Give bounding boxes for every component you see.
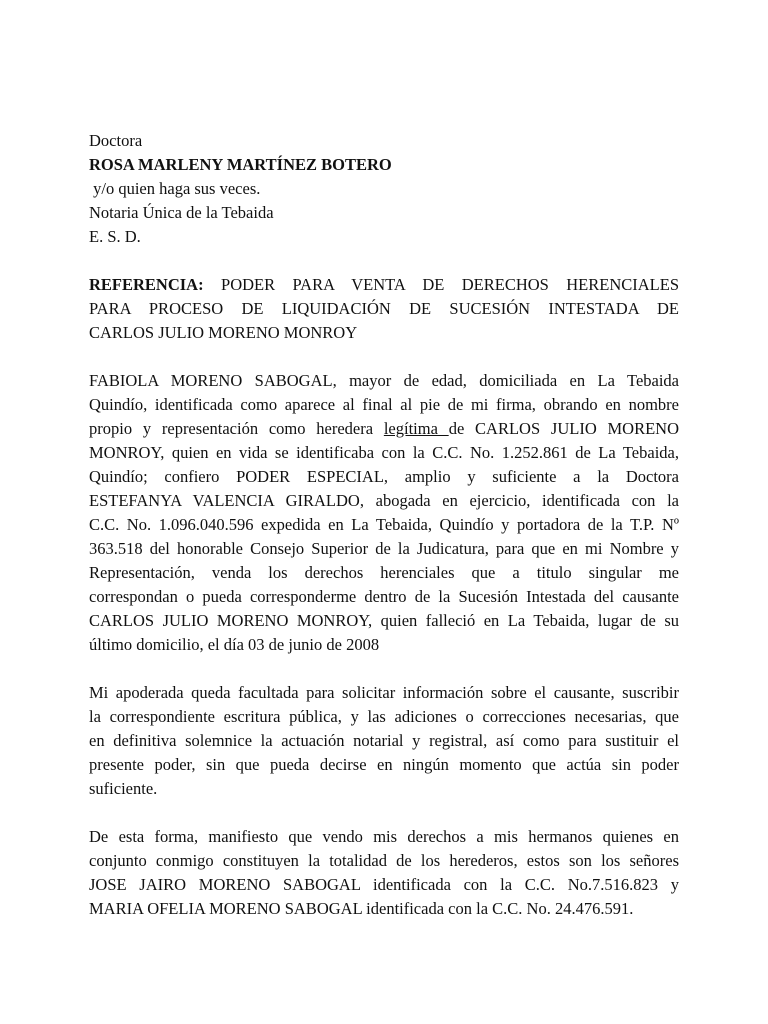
paragraph-1-line: FABIOLA MORENO SABOGAL, mayor de edad, domiciliada en La Tebaida [89, 371, 679, 390]
recipient-esd: E. S. D. [89, 227, 141, 246]
spacer [89, 345, 679, 369]
paragraph-2-line: la correspondiente escritura pública, y las adiciones o correcciones necesarias, que [89, 707, 679, 726]
spacer [89, 249, 679, 273]
paragraph-faculties [89, 681, 679, 801]
reference-line-1 [89, 273, 679, 297]
recipient-office: Notaria Única de la Tebaida [89, 203, 274, 222]
spacer [89, 801, 679, 825]
paragraph-3-line: De esta forma, manifiesto que vendo mis derechos a mis hermanos quienes en [89, 827, 679, 846]
recipient-block [89, 129, 679, 249]
paragraph-1-line-3-end: de CARLOS JULIO MORENO [448, 419, 680, 438]
paragraph-1-line: correspondan o pueda corresponderme dentro de la Sucesión Intestada del causante [89, 587, 679, 606]
recipient-name: ROSA MARLENY MARTÍNEZ BOTERO [89, 155, 392, 174]
paragraph-1-line [89, 417, 679, 441]
reference-line-2: PARA PROCESO DE LIQUIDACIÓN DE SUCESIÓN INTESTADA DE [89, 299, 679, 318]
paragraph-1-line: C.C. No. 1.096.040.596 expedida en La Tebaida, Quindío y portadora de la T.P. Nº [89, 515, 679, 534]
paragraph-1-line: Quindío; confiero PODER ESPECIAL, amplio y suficiente a la Doctora [89, 467, 679, 486]
reference-line-3: CARLOS JULIO MORENO MONROY [89, 323, 358, 342]
reference-block [89, 273, 679, 345]
paragraph-3-line: conjunto conmigo constituyen la totalidad de los herederos, estos son los señores [89, 851, 679, 870]
paragraph-2-line: presente poder, sin que pueda decirse en ningún momento que actúa sin poder [89, 755, 679, 774]
reference-label: REFERENCIA: [89, 275, 204, 294]
paragraph-2-line: Mi apoderada queda facultada para solicitar información sobre el causante, suscribir [89, 683, 679, 702]
paragraph-1-line: 363.518 del honorable Consejo Superior de la Judicatura, para que en mi Nombre y [89, 539, 679, 558]
paragraph-1-line: CARLOS JULIO MORENO MONROY, quien falleció en La Tebaida, lugar de su [89, 611, 679, 630]
paragraph-3-line: MARIA OFELIA MORENO SABOGAL identificada con la C.C. No. 24.476.591. [89, 899, 634, 918]
paragraph-1-line: ESTEFANYA VALENCIA GIRALDO, abogada en ejercicio, identificada con la [89, 491, 679, 510]
paragraph-1-line: MONROY, quien en vida se identificaba con la C.C. No. 1.252.861 de La Tebaida, [89, 443, 679, 462]
paragraph-1-line: Representación, venda los derechos herenciales que a titulo singular me [89, 563, 679, 582]
spacer [89, 657, 679, 681]
reference-text-1: PODER PARA VENTA DE DERECHOS HERENCIALES [203, 275, 679, 294]
salutation: Doctora [89, 131, 143, 150]
paragraph-1-line-3-start: propio y representación como heredera [89, 419, 384, 438]
recipient-substitute: y/o quien haga sus veces. [89, 179, 261, 198]
paragraph-1-line: Quindío, identificada como aparece al final al pie de mi firma, obrando en nombre [89, 395, 679, 414]
document-body [89, 129, 679, 921]
paragraph-1-line: último domicilio, el día 03 de junio de 2008 [89, 635, 380, 654]
underlined-word: legítima [383, 419, 449, 438]
paragraph-2-line: en definitiva solemnice la actuación notarial y registral, así como para sustituir el [89, 731, 679, 750]
paragraph-heirs [89, 825, 679, 921]
paragraph-2-line: suficiente. [89, 779, 158, 798]
paragraph-grant-of-power [89, 369, 679, 657]
paragraph-3-line: JOSE JAIRO MORENO SABOGAL identificada con la C.C. No.7.516.823 y [89, 875, 679, 894]
